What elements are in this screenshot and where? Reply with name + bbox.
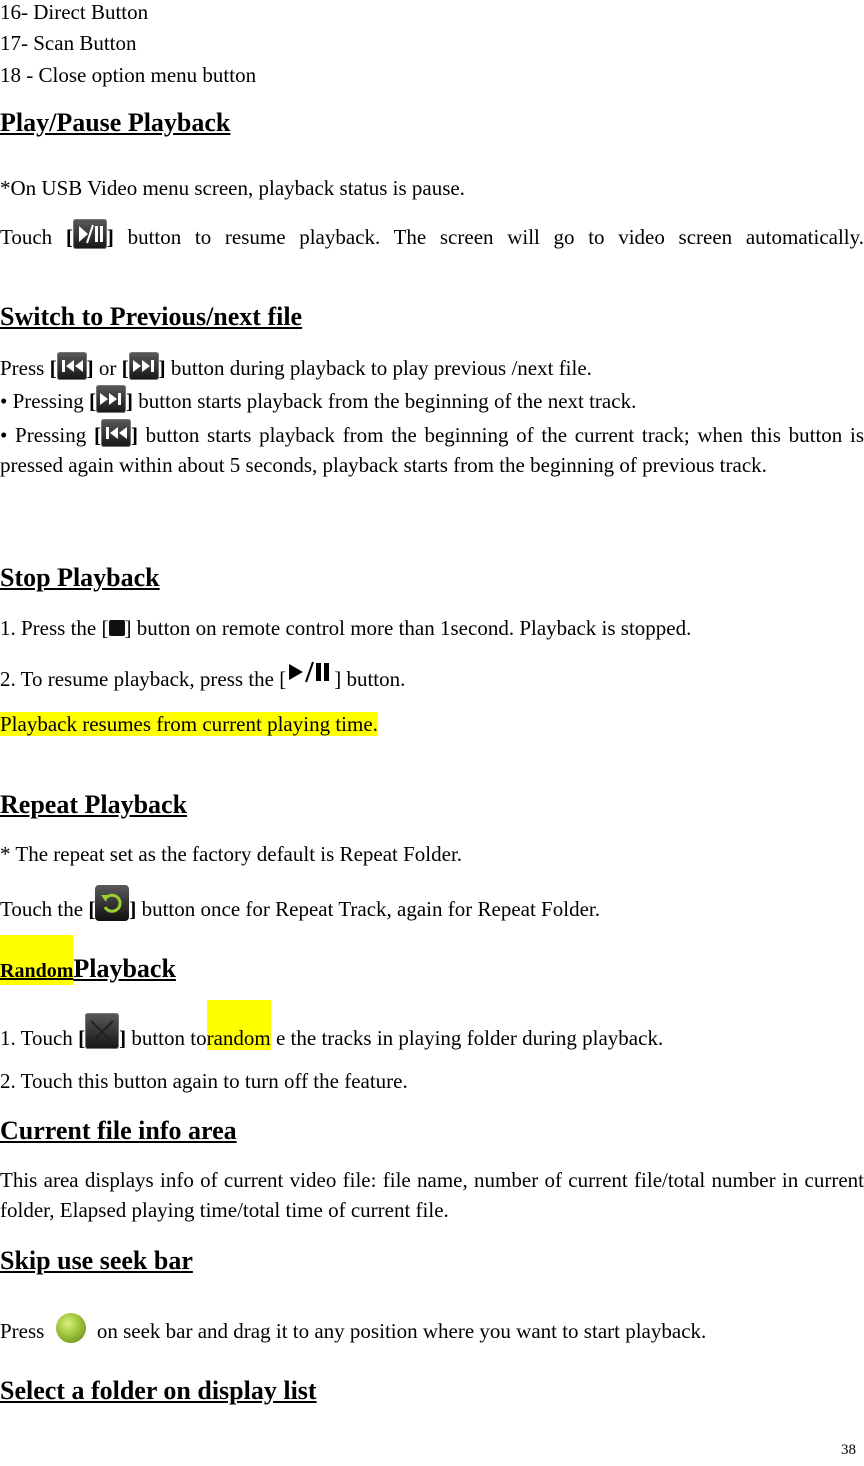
random-line2: 2. Touch this button again to turn off the feature.	[0, 1069, 408, 1093]
heading-repeat: Repeat Playback	[0, 790, 188, 819]
next-icon	[96, 385, 126, 413]
switch-line2: • Pressing [ ] button starts playback from the beginning of the next track.	[0, 389, 636, 413]
heading-info: Current file info area	[0, 1116, 237, 1145]
seek-knob-icon	[56, 1313, 86, 1343]
stop-line1: 1. Press the [ ] button on remote control more than 1second. Playback is stopped.	[0, 616, 692, 640]
shuffle-icon	[85, 1013, 119, 1049]
play-pause-icon	[73, 219, 107, 249]
heading-folder: Select a folder on display list	[0, 1376, 317, 1405]
play-pause-icon	[286, 658, 334, 691]
heading-switch: Switch to Previous/next file	[0, 302, 303, 331]
play-pause-note: *On USB Video menu screen, playback status is pause.	[0, 176, 465, 200]
list-item-scan: 17- Scan Button	[0, 31, 137, 55]
repeat-icon	[95, 885, 129, 921]
repeat-line2: Touch the [ ] button once for Repeat Track, again for Repeat Folder.	[0, 897, 600, 921]
stop-line3: Playback resumes from current playing time.	[0, 712, 378, 736]
stop-line2: 2. To resume playback, press the [ ] button.	[0, 667, 405, 691]
heading-play-pause: Play/Pause Playback	[0, 108, 231, 137]
heading-random: RandomPlayback	[0, 935, 176, 987]
list-item-close: 18 - Close option menu button	[0, 63, 257, 87]
previous-icon	[101, 419, 131, 447]
random-line1: 1. Touch [ ] button torandom e the tracks in playing folder during playback.	[0, 1026, 663, 1050]
stop-icon	[109, 620, 125, 636]
switch-line1: Press [ ] or [ ] button during playback to play previous /next file.	[0, 356, 592, 380]
info-text: This area displays info of current video file: file name, number of current file/total number in current folder, Elapsed playing time/total time of current file.	[0, 1168, 864, 1222]
list-item-direct: 16- Direct Button	[0, 0, 149, 24]
next-icon	[129, 352, 159, 380]
heading-seek: Skip use seek bar	[0, 1246, 193, 1275]
repeat-line1: * The repeat set as the factory default is Repeat Folder.	[0, 842, 463, 866]
heading-stop: Stop Playback	[0, 563, 160, 592]
switch-line3: • Pressing [ ] button starts playback from the beginning of the current track; when this button is pressed again within about 5 seconds, playback starts from the beginning of previous track.	[0, 420, 864, 480]
seek-line: Press on seek bar and drag it to any position where you want to start playback.	[0, 1319, 706, 1343]
play-pause-text: Touch [ ] button to resume playback. The screen will go to video screen automatically.	[0, 222, 864, 252]
previous-icon	[57, 352, 87, 380]
page-number: 38	[841, 1442, 856, 1458]
